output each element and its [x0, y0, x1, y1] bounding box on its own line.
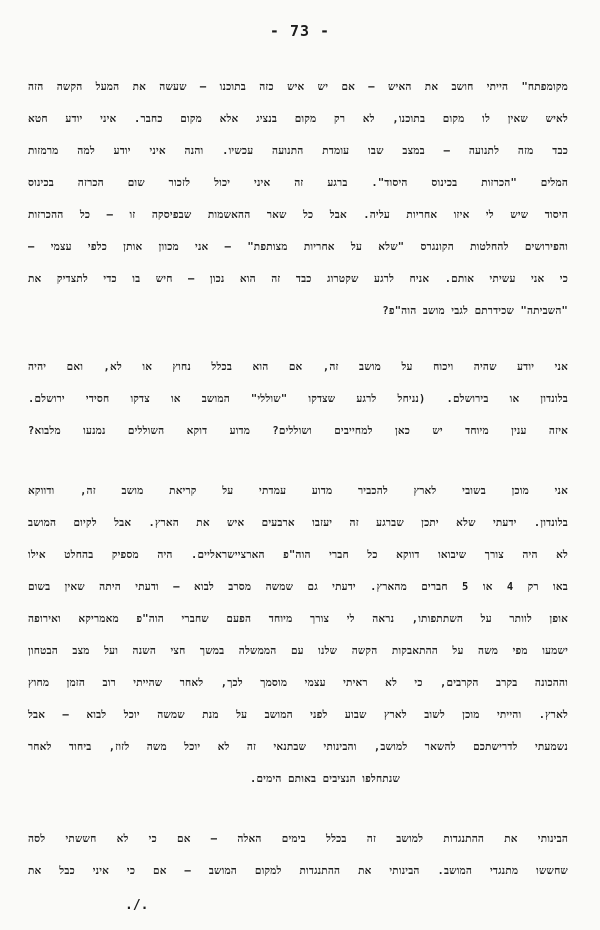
- text-line: לאיש שאין לו מקום בתוכנו, לא רק מקום בנציג אלא מקום כחבר. איני יודע חטא: [28, 113, 568, 125]
- text-line: לא היה צורך שיבואו דווקא כל חברי הוה"פ הארציישראליים. היה מספיק בהחלט אילו: [28, 549, 568, 561]
- text-line: שנתחלפו הנציבים באותם הימים.: [250, 773, 400, 785]
- text-line: נשמעתי לדרישתכם להשאר למושב, והבינותי שבתנאי זה לא יוכל משה לזוז, ביחוד לאחר: [28, 741, 568, 753]
- page-number: - 73 -: [269, 22, 331, 40]
- text-line: היסוד שיש לי איזו אחריות עליה. אבל כל שאר ההאשמות שבפיסקה זו – כל ההכרזות: [28, 209, 568, 221]
- text-line: הבינותי את ההתנגדות למושב זה בכלל בימים האלה – אם כי לא חששתי לסה: [28, 833, 568, 845]
- text-line: אני מוכן בשובי לארץ להכביר מדוע עמדתי על קריאת מושב זה, ודווקא: [28, 485, 568, 497]
- text-line: באו רק 4 או 5 חברים מהארץ. ידעתי גם שמשה מסרב לבוא – ודעתי היתה שאין בשום: [28, 581, 568, 593]
- text-line: בלונדון או בירושלם. (נניחל לרגע שצדקו "שוללי" המושב או צדקו חסידי ירושלם.: [28, 393, 568, 405]
- continuation-mark: ./.: [125, 898, 149, 913]
- text-line: בלונדון. ידעתי שלא יתכן שברגע זה יעזבו ארבעים איש את הארץ. אבל לקיום המושב: [28, 517, 568, 529]
- text-line: אני יודע שהיה ויכוח על מושב זה, אם הוא בכלל נחוץ או לא, ואם יהיה: [28, 361, 568, 373]
- text-line: "השביתה" שכידרתם לגבי מושב הוה"פ?: [382, 305, 568, 317]
- text-line: כבד מזה לתנועה – במצב שבו עומדת התנועה עכשיו. והנה איני יודע למה מרמזות: [28, 145, 568, 157]
- text-line: מקומפתח" הייתי חושב את האיש – אם יש איש כזה בתוכנו – שעשה את המעל הקשה הזה: [28, 81, 568, 93]
- text-line: איזה ענין מיוחד יש כאן למחייבים ושוללים? מדוע דוקא השוללים נמנעו מלבוא?: [28, 425, 568, 437]
- text-line: וההכונה בקרב הקרבים, כי לא ראיתי עצמי מוסמך לכך, לאחר שהייתי רוב הזמן מחוץ: [28, 677, 568, 689]
- text-line: לארץ. והייתי מוכן לשוב לארץ שבוע לפני המושב על מנת שמשה יוכל לבוא – אבל: [28, 709, 568, 721]
- text-line: כי אני עשיתי אותם. אניח לרגע שקטרוג כבד זה הוא נכון – חיש בו כדי לתצדיק את: [28, 273, 568, 285]
- text-line: והפירושים להחלטות הקונגרס "שלא על אחריות מצותפת" – אני מכוון אותן כלפי עצמי –: [28, 241, 568, 253]
- text-line: שחששו מתנגדי המושב. הבינותי את ההתנגדות למקום המושב – אם כי איני כבל את: [28, 865, 568, 877]
- text-line: אופן לוותר על השתתפותו, נראה לי צורך מיוחד הפעם שחברי הוה"פ מאמריקא ואירופה: [28, 613, 568, 625]
- text-line: המלים "הכרזות בכינוס היסוד". ברגע זה איני יכול לזכור שום הכרזה בכינוס: [28, 177, 568, 189]
- text-line: ישמעו מפי משה על ההתאבקות הקשה שלנו עם הממשלה במשך חצי השנה ועל מצב הבטחון: [28, 645, 568, 657]
